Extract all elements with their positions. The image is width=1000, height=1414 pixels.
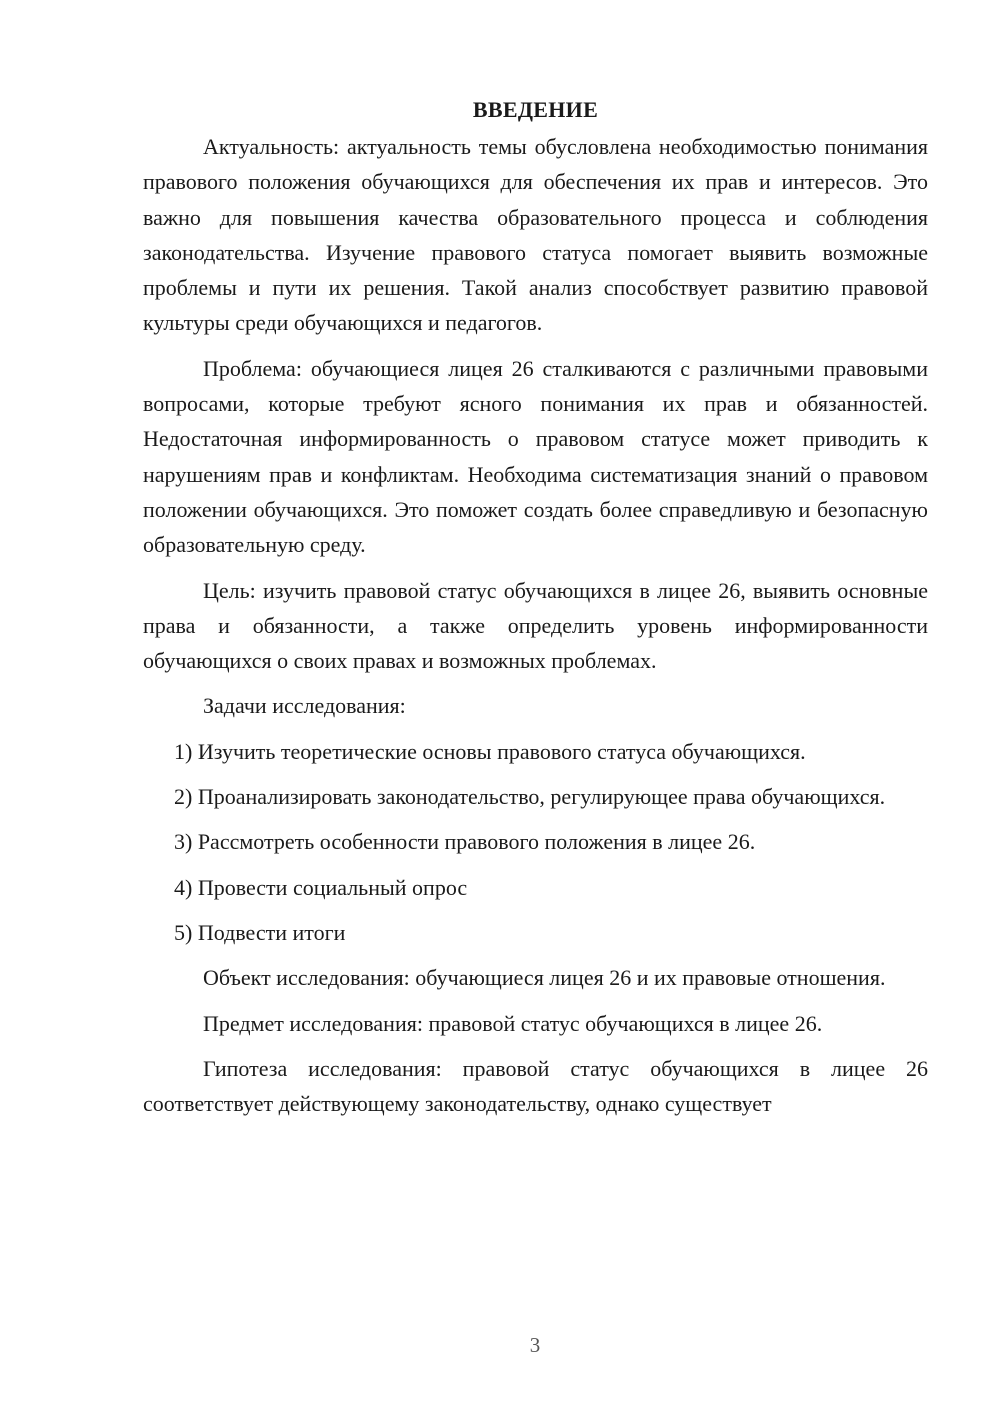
- paragraph-object: Объект исследования: обучающиеся лицея 26 и их правовые отношения.: [203, 965, 886, 991]
- task-item-5: 5) Подвести итоги: [174, 919, 346, 945]
- section-title: ВВЕДЕНИЕ: [472, 97, 599, 122]
- paragraph-tasks-heading: Задачи исследования:: [203, 693, 406, 719]
- document-page: [143, 92, 928, 1131]
- paragraph-relevance: Актуальность: актуальность темы обусловлена необходимостью понимания правового положения обучающихся для обеспечения их прав и интересов. Это важно для повышения качества образовательного процесса и соблюдения законодательства. Изучение правового статуса помогает выявить возможные проблемы и пути их решения. Такой анализ способствует развитию правовой культуры среди обучающихся и педагогов.: [143, 134, 928, 336]
- task-item-3: 3) Рассмотреть особенности правового положения в лицее 26.: [174, 829, 756, 855]
- paragraph-hypothesis: Гипотеза исследования: правовой статус обучающихся в лицее 26 соответствует действующему законодательству, однако существует: [143, 1055, 928, 1117]
- task-item-1: 1) Изучить теоретические основы правового статуса обучающихся.: [174, 738, 806, 764]
- page-number: 3: [529, 1333, 541, 1357]
- task-item-2: 2) Проанализировать законодательство, регулирующее права обучающихся.: [174, 784, 886, 810]
- task-item-4: 4) Провести социальный опрос: [174, 874, 468, 900]
- paragraph-goal: Цель: изучить правовой статус обучающихся в лицее 26, выявить основные права и обязанности, а также определить уровень информированности обучающихся о своих правах и возможных проблемах.: [143, 577, 928, 674]
- paragraph-subject: Предмет исследования: правовой статус обучающихся в лицее 26.: [203, 1010, 823, 1036]
- paragraph-problem: Проблема: обучающиеся лицея 26 сталкиваются с различными правовыми вопросами, которые требуют ясного понимания их прав и обязанностей. Недостаточная информированность о правовом статусе может приводить к нарушениям прав и конфликтам. Необходима систематизация знаний о правовом положении обучающихся. Это поможет создать более справедливую и безопасную образовательную среду.: [143, 355, 928, 558]
